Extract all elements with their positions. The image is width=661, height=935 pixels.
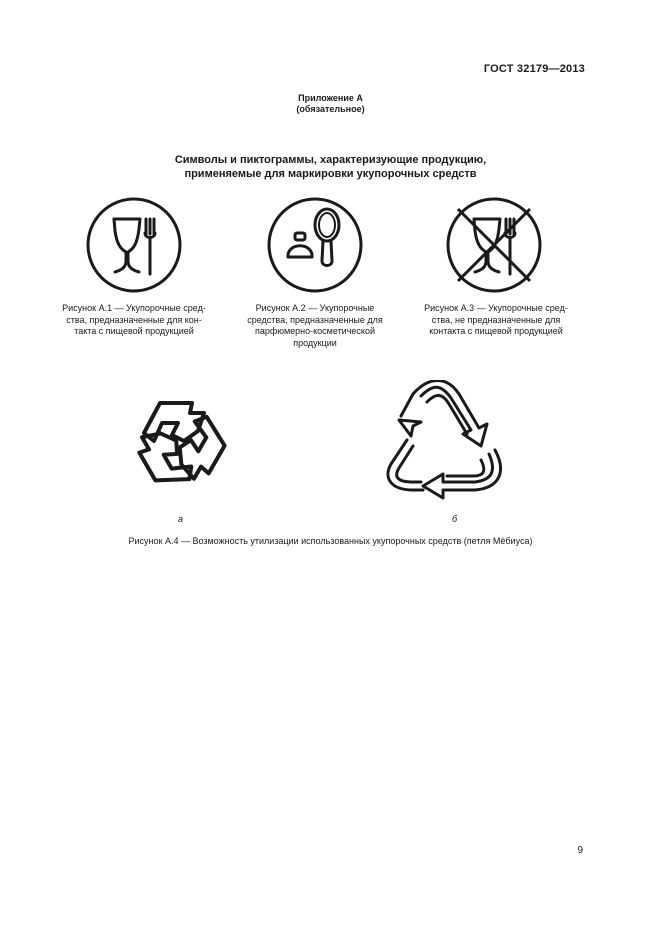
caption-line: контакта с пищевой продукцией: [429, 326, 563, 336]
recycling-arrows-icon: [115, 378, 245, 508]
figure-a2-caption: [240, 303, 390, 349]
appendix-note: (обязательное): [296, 104, 365, 114]
caption-line: ства, не предназначенные для: [431, 314, 561, 325]
mobius-loop-icon: [383, 380, 515, 500]
glass-fork-icon: [84, 195, 184, 295]
figure-a3-caption: [418, 303, 574, 338]
caption-line: парфюмерно-косметической: [255, 326, 375, 336]
figure-a4-sub-b: б: [452, 514, 458, 524]
caption-line: Рисунок А.2 — Укупорочные: [255, 303, 375, 313]
glass-fork-crossed-icon: [444, 195, 544, 295]
caption-line: Рисунок А.3 — Укупорочные сред-: [424, 303, 568, 313]
section-title-line-1: Символы и пиктограммы, характеризующие продукцию,: [174, 154, 487, 166]
caption-line: ства, предназначенные для кон-: [66, 314, 202, 325]
figure-a1-caption: [58, 303, 210, 338]
caption-line: средства, предназначенные для: [247, 314, 383, 325]
appendix-label: Приложение А: [298, 93, 363, 103]
figure-a4-sub-a: а: [178, 514, 184, 524]
page-number: 9: [577, 845, 583, 856]
caption-line: Рисунок А.1 — Укупорочные сред-: [62, 303, 206, 313]
section-title-line-2: применяемые для маркировки укупорочных средств: [184, 168, 477, 180]
caption-line: продукции: [293, 337, 337, 348]
caption-line: такта с пищевой продукцией: [74, 326, 194, 336]
figure-a4-caption: Рисунок А.4 — Возможность утилизации использованных укупорочных средств (петля Мёбиуса): [128, 536, 533, 546]
standard-number: ГОСТ 32179—2013: [483, 63, 585, 75]
cosmetics-icon: [265, 195, 365, 295]
